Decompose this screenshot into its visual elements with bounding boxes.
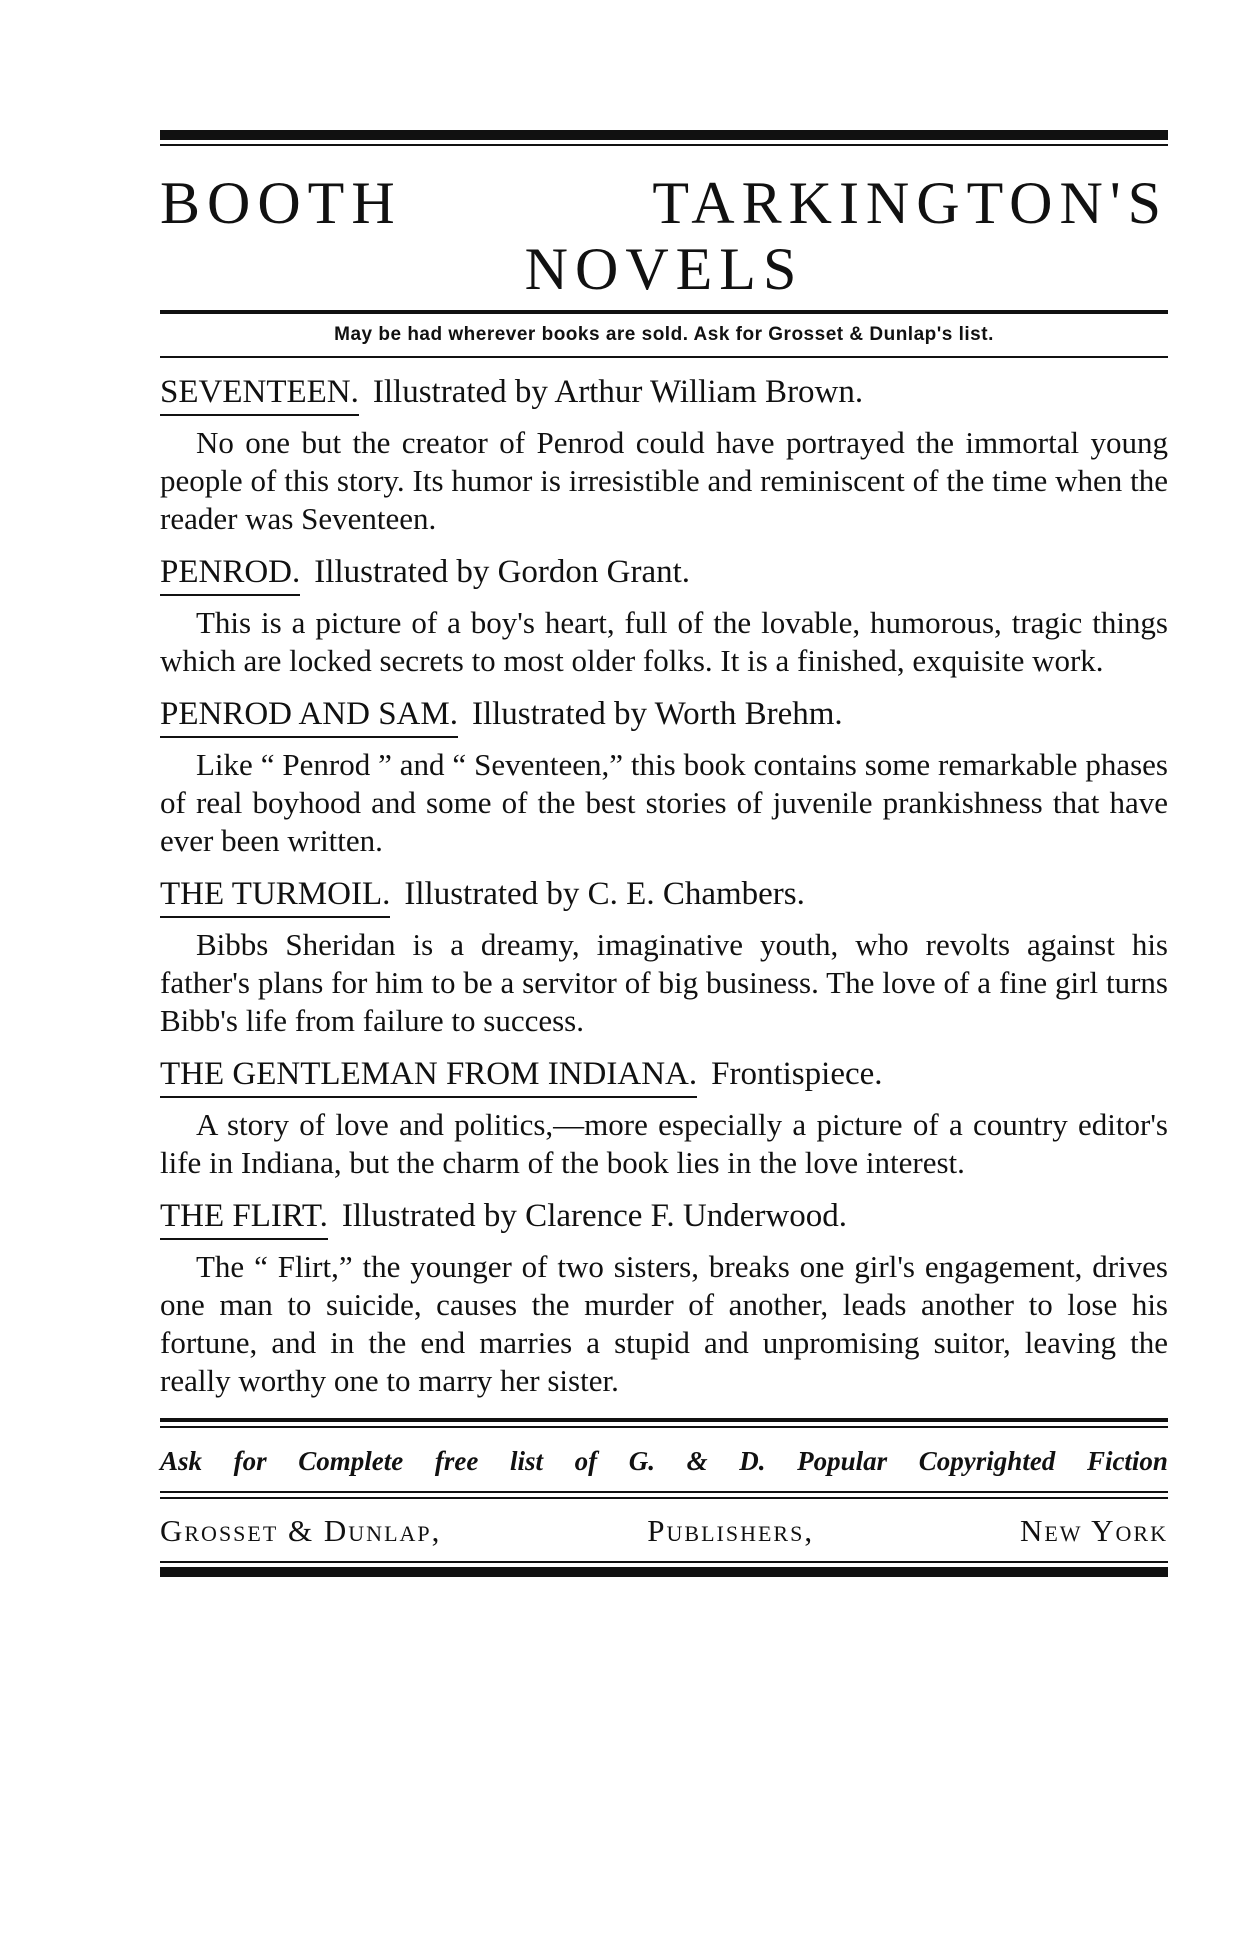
publisher-role: Publishers, [647,1513,815,1548]
book-description: Like “ Penrod ” and “ Seventeen,” this book contains some remarkable phases of real boyhood and some of the best stories of juvenile prankishness that have ever been written. [160,747,1168,858]
book-title: PENROD AND SAM. [160,694,458,738]
book-entry-penrod-and-sam [160,694,1168,860]
book-description: A story of love and politics,—more especially a picture of a country editor's life in Indiana, but the charm of the book lies in the love interest. [160,1107,1168,1180]
title-word-novels: NOVELS [524,236,804,302]
page-title [160,170,1168,302]
book-illustrator: Frontispiece. [711,1056,883,1092]
title-rule [160,310,1168,314]
book-title: THE TURMOIL. [160,874,390,918]
title-word-author-first: BOOTH [160,170,402,236]
book-entry-seventeen [160,372,1168,538]
subtitle-rule [160,356,1168,358]
footer-rule-top-thin [160,1426,1168,1428]
ask-word: list [509,1446,543,1476]
book-entry-penrod [160,552,1168,680]
book-illustrator: Illustrated by Arthur William Brown. [372,374,864,410]
ask-word: & [686,1446,708,1476]
ask-word: Copyrighted [918,1446,1056,1476]
ask-word: G. [628,1446,655,1476]
publisher-line [160,1513,1168,1549]
book-list-page [160,130,1168,1577]
book-title: THE GENTLEMAN FROM INDIANA. [160,1054,697,1098]
book-description: This is a picture of a boy's heart, full of the lovable, humorous, tragic things which are locked secrets to most older folks. It is a finished, exquisite work. [160,605,1168,678]
availability-note: May be had wherever books are sold. Ask for Grosset & Dunlap's list. [334,324,994,345]
ask-word: Popular [797,1446,888,1476]
book-entry-the-flirt [160,1196,1168,1400]
top-rule-thin [160,144,1168,146]
book-title: PENROD. [160,552,300,596]
book-entry-gentleman-from-indiana [160,1054,1168,1182]
book-illustrator: Illustrated by Clarence F. Underwood. [341,1198,847,1234]
publisher-city: New York [1019,1513,1168,1548]
ask-word: Ask [160,1446,203,1476]
top-rule [160,130,1168,140]
book-illustrator: Illustrated by C. E. Chambers. [404,876,805,912]
ask-word: Complete [298,1446,404,1476]
complete-list-note [160,1446,1168,1477]
ask-word: Fiction [1086,1446,1168,1476]
bottom-rule [160,1567,1168,1577]
title-word-author-last: TARKINGTON'S [652,170,1168,236]
book-illustrator: Illustrated by Worth Brehm. [471,696,843,732]
book-title: SEVENTEEN. [160,372,359,416]
book-entry-the-turmoil [160,874,1168,1040]
ask-word: free [434,1446,479,1476]
book-description: The “ Flirt,” the younger of two sisters, breaks one girl's engagement, drives one man to suicide, causes the murder of another, leads another to lose his fortune, and in the end marries a stupid and unpromising suitor, leaving the really worthy one to marry her sister. [160,1249,1168,1398]
book-description: Bibbs Sheridan is a dreamy, imaginative youth, who revolts against his father's plans for him to be a servitor of big business. The love of a fine girl turns Bibb's life from failure to success. [160,927,1168,1038]
book-title: THE FLIRT. [160,1196,328,1240]
book-description: No one but the creator of Penrod could have portrayed the immortal young people of this story. Its humor is irresistible and reminiscent of the time when the reader was Seventeen. [160,425,1168,536]
book-illustrator: Illustrated by Gordon Grant. [314,554,691,590]
publisher-name: Grosset & Dunlap, [160,1513,442,1548]
footer-rule-mid-2 [160,1497,1168,1499]
ask-word: of [574,1446,598,1476]
ask-word: D. [739,1446,766,1476]
ask-word: for [233,1446,267,1476]
